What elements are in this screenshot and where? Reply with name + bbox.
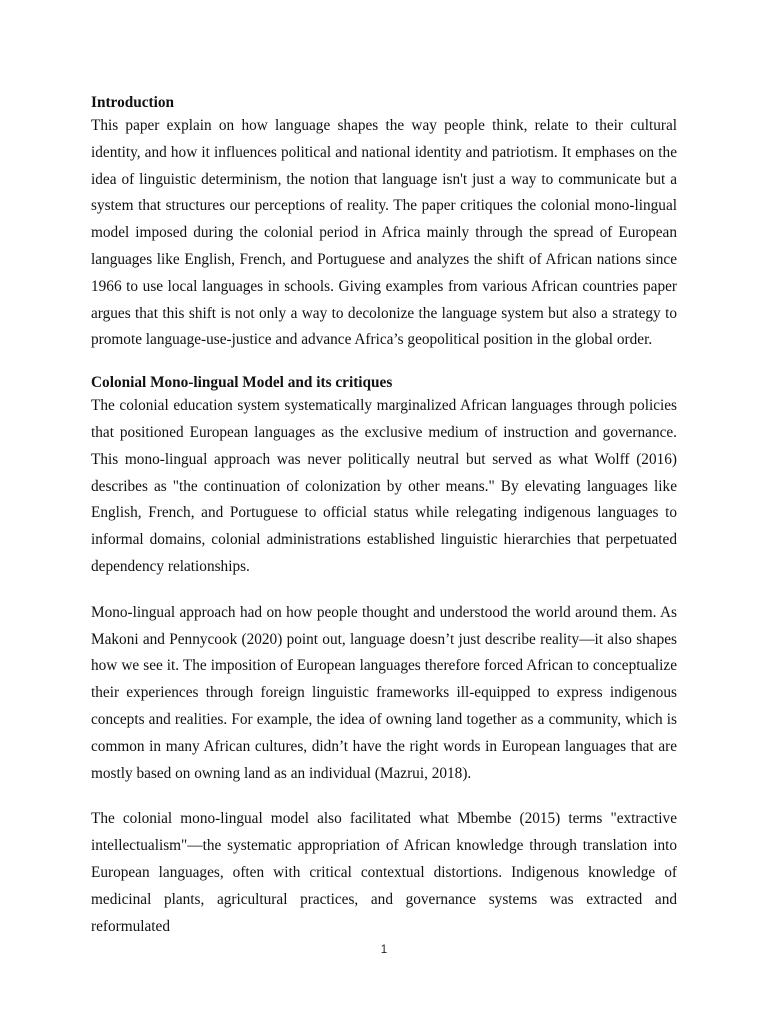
colonial-model-paragraph-2: Mono-lingual approach had on how people thought and understood the world around them. As Makoni and Pennycook (2020) point out, language doesn’t just describe reality—it also shapes how we see it. The imposition of European languages therefore forced African to conceptualize their experiences through foreign linguistic frameworks ill-equipped to express indigenous concepts and realities. For example, the idea of owning land together as a community, which is common in many African cultures, didn’t have the right words in European languages that are mostly based on owning land as an individual (Mazrui, 2018). xyxy=(91,603,677,782)
introduction-paragraph: This paper explain on how language shapes the way people think, relate to their cultural identity, and how it influences political and national identity and patriotism. It emphases on the idea of linguistic determinism, the notion that language isn't just a way to communicate but a system that structures our perceptions of reality. The paper critiques the colonial mono-lingual model imposed during the colonial period in Africa mainly through the spread of European languages like English, French, and Portuguese and analyzes the shift of African nations since 1966 to use local languages in schools. Giving examples from various African countries paper argues that this shift is not only a way to decolonize the language system but also a strategy to promote language-use-justice and advance Africa’s geopolitical position in the global order. xyxy=(91,117,677,349)
colonial-model-paragraph-1: The colonial education system systematically marginalized African languages through policies that positioned European languages as the exclusive medium of instruction and governance. This mono-lingual approach was never politically neutral but served as what Wolff (2016) describes as "the continuation of colonization by other means." By elevating languages like English, French, and Portuguese to official status while relegating indigenous languages to informal domains, colonial administrations established linguistic hierarchies that perpetuated dependency relationships. xyxy=(91,397,677,575)
page-number: 1 xyxy=(380,944,388,956)
section-heading-colonial-model: Colonial Mono-lingual Model and its critiques xyxy=(91,374,393,392)
section-heading-introduction: Introduction xyxy=(91,94,175,111)
document-body xyxy=(91,92,677,940)
colonial-model-paragraph-3: The colonial mono-lingual model also facilitated what Mbembe (2015) terms "extractive intellectualism"—the systematic appropriation of African knowledge through translation into European languages, often with critical contextual distortions. Indigenous knowledge of medicinal plants, agricultural practices, and governance systems was extracted and reformulated xyxy=(91,810,677,935)
